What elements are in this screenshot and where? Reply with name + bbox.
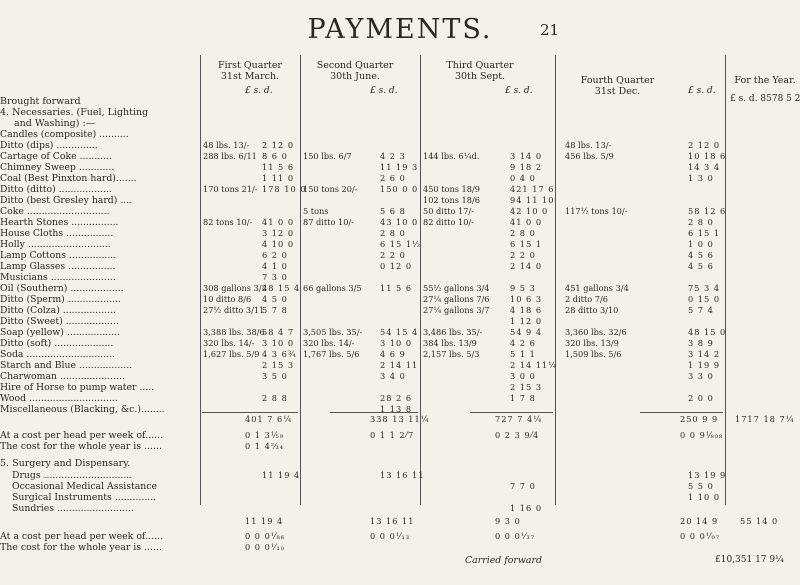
total-rule: [202, 412, 298, 413]
row-q3-amount: 1 12 0: [510, 316, 543, 326]
row-label: Musicians ......................: [0, 272, 116, 283]
row-q3-amount: 10 6 3: [510, 294, 543, 304]
row-q1-amount: 6 2 0: [262, 250, 288, 260]
surgery-row-q3: 1 16 0: [510, 503, 543, 513]
col-header-q1: [200, 60, 300, 82]
cost-per-week-q3: 0 2 3 9⁄4: [495, 430, 540, 440]
surgery-row-label: Occasional Medical Assistance: [12, 481, 157, 492]
row-q3-qty: 82 ditto 10/-: [423, 217, 474, 227]
row-label: Candles (composite) ..........: [0, 129, 129, 140]
row-label: Ditto (ditto) ..................: [0, 184, 112, 195]
row-label: Chimney Sweep ............: [0, 162, 115, 173]
surgery-row-q4: 1 10 0: [688, 492, 721, 502]
row-q2-amount: 150 0 0: [380, 184, 419, 194]
row-q1-qty: 1,627 lbs. 5/9: [203, 349, 260, 359]
row-q3-qty: 450 tons 18/9: [423, 184, 480, 194]
row-q2-qty: 150 lbs. 6/7: [303, 151, 352, 161]
row-q1-qty: 288 lbs. 6/11: [203, 151, 257, 161]
row-q3-amount: 1 7 8: [510, 393, 536, 403]
row-q1-amount: 41 0 0: [262, 217, 295, 227]
row-q1-amount: 58 4 7: [262, 327, 295, 337]
row-q1-amount: 3 12 0: [262, 228, 295, 238]
section-5-heading: 5. Surgery and Dispensary.: [0, 458, 131, 469]
total-q2: 338 13 11¼: [370, 414, 430, 424]
row-label: Hire of Horse to pump water .....: [0, 382, 155, 393]
total-rule: [640, 412, 723, 413]
row-q4-amount: 3 14 2: [688, 349, 721, 359]
row-label: Holly ............................: [0, 239, 111, 250]
row-q1-amount: 11 5 6: [262, 162, 295, 172]
page-number: 21: [540, 21, 560, 39]
row-q1-amount: 2 15 3: [262, 360, 295, 370]
column-rule: [200, 55, 201, 505]
col-header-q2-line1: Second Quarter: [316, 60, 394, 71]
cost-per-week-q4: 0 0 9⅛₀₈: [680, 430, 724, 440]
row-q1-qty: 170 tons 21/-: [203, 184, 258, 194]
total5-q4: 20 14 9: [680, 516, 719, 526]
row-q2-amount: 11 19 3: [380, 162, 419, 172]
row-q2-amount: 43 10 0: [380, 217, 419, 227]
row-q2-amount: 2 14 11: [380, 360, 419, 370]
row-q4-qty: 3,360 lbs. 32/6: [565, 327, 627, 337]
row-q3-amount: 4 2 6: [510, 338, 536, 348]
cost5-per-year-label: The cost for the whole year is ......: [0, 542, 162, 553]
row-q3-qty: 27¼ gallons 3/7: [423, 305, 490, 315]
row-q1-amount: 48 15 4: [262, 283, 301, 293]
surgery-row-q1: 11 19 4: [262, 470, 301, 480]
row-q2-amount: 54 15 4: [380, 327, 419, 337]
money-header-q4: £ s. d.: [688, 86, 716, 96]
row-label: Oil (Southern) ..................: [0, 283, 124, 294]
cost-per-year-label: The cost for the whole year is ......: [0, 441, 162, 452]
col-header-q2-line2: 30th June.: [330, 71, 380, 82]
row-q2-amount: 4 2 3: [380, 151, 406, 161]
column-rule: [725, 55, 726, 505]
surgery-row-q4: 5 5 0: [688, 481, 714, 491]
row-q4-amount: 3 3 0: [688, 371, 714, 381]
row-q4-amount: 2 8 0: [688, 217, 714, 227]
row-q2-amount: 3 4 0: [380, 371, 406, 381]
row-q1-qty: 27½ ditto 3/11: [203, 305, 265, 315]
cost5-per-year-q1: 0 0 0⅟₁₀: [245, 542, 286, 552]
row-q1-qty: 320 lbs. 14/-: [203, 338, 255, 348]
col-header-q4: [560, 75, 675, 97]
row-q3-amount: 42 10 0: [510, 206, 549, 216]
row-label: Soda ..............................: [0, 349, 116, 360]
row-label: Wood ..............................: [0, 393, 118, 404]
row-q2-amount: 6 15 1½: [380, 239, 421, 249]
col-header-q4-line1: Fourth Quarter: [580, 75, 655, 86]
cost5-per-week-q3: 0 0 0⅟₃₇: [495, 531, 536, 541]
row-q3-amount: 9 5 3: [510, 283, 536, 293]
row-q4-amount: 14 3 4: [688, 162, 721, 172]
total5-q3: 9 3 0: [495, 516, 521, 526]
total5-q2: 13 16 11: [370, 516, 415, 526]
total-q1: 401 7 6¼: [245, 414, 293, 424]
col-header-q1-line1: First Quarter: [218, 60, 282, 71]
row-q4-amount: 2 12 0: [688, 140, 721, 150]
row-q1-qty: 48 lbs. 13/-: [203, 140, 250, 150]
row-q3-amount: 2 2 0: [510, 250, 536, 260]
row-q4-amount: 48 15 0: [688, 327, 727, 337]
money-header-q1: £ s. d.: [245, 86, 273, 96]
row-q4-qty: 28 ditto 3/10: [565, 305, 619, 315]
page-title: PAYMENTS.: [307, 14, 493, 45]
row-q3-qty: 55½ gallons 3/4: [423, 283, 490, 293]
row-q4-qty: 320 lbs. 13/9: [565, 338, 619, 348]
row-label: Starch and Blue ..................: [0, 360, 133, 371]
row-q4-qty: 48 lbs. 13/-: [565, 140, 612, 150]
total-q4: 250 9 9: [680, 414, 719, 424]
row-label: Hearth Stones ................: [0, 217, 119, 228]
row-q3-qty: 384 lbs. 13/9: [423, 338, 477, 348]
row-q1-amount: 4 3 6¾: [262, 349, 297, 359]
row-q2-amount: 4 6 9: [380, 349, 406, 359]
row-q3-qty: 2,157 lbs. 5/3: [423, 349, 480, 359]
row-label: Ditto (best Gresley hard) ....: [0, 195, 133, 206]
row-q2-qty: 150 tons 20/-: [303, 184, 358, 194]
row-q3-amount: 2 14 11¼: [510, 360, 558, 370]
column-rule: [300, 55, 301, 505]
row-q1-qty: 3,388 lbs. 38/6: [203, 327, 265, 337]
brought-forward-label: Brought forward: [0, 96, 81, 107]
row-q4-amount: 5 7 4: [688, 305, 714, 315]
total5-q1: 11 19 4: [245, 516, 284, 526]
cost-per-week-q1: 0 1 3⅕₉: [245, 430, 285, 440]
column-rule: [555, 55, 556, 505]
surgery-row-label: Surgical Instruments ..............: [12, 492, 157, 503]
row-label: Coke ............................: [0, 206, 110, 217]
row-q2-qty: 87 ditto 10/-: [303, 217, 354, 227]
row-q3-amount: 9 18 2: [510, 162, 543, 172]
row-q1-amount: 5 7 8: [262, 305, 288, 315]
row-q3-amount: 5 1 1: [510, 349, 536, 359]
row-q3-amount: 3 0 0: [510, 371, 536, 381]
section-4-heading-line1: 4. Necessaries. (Fuel, Lighting: [0, 107, 149, 118]
section-4-heading-line2: and Washing) :—: [14, 118, 96, 129]
surgery-row-q4: 13 19 9: [688, 470, 727, 480]
cost-per-year-q1: 0 1 4⅔₄: [245, 441, 285, 451]
row-q1-amount: 4 5 0: [262, 294, 288, 304]
row-q3-amount: 2 14 0: [510, 261, 543, 271]
row-q3-amount: 0 4 0: [510, 173, 536, 183]
row-label: Charwoman ......................: [0, 371, 125, 382]
row-q2-qty: 66 gallons 3/5: [303, 283, 362, 293]
row-q1-amount: 8 6 0: [262, 151, 288, 161]
row-q4-amount: 1 3 0: [688, 173, 714, 183]
col-header-q3: [420, 60, 540, 82]
cost5-per-week-q2: 0 0 0⅟₁₃: [370, 531, 411, 541]
row-q3-qty: 102 tons 18/6: [423, 195, 480, 205]
total5-year: 55 14 0: [740, 516, 779, 526]
col-header-year: For the Year.: [734, 75, 796, 86]
brought-forward-year: £ s. d. 8578 5 2: [730, 94, 800, 104]
row-q2-amount: 2 2 0: [380, 250, 406, 260]
row-label: Cartage of Coke ...........: [0, 151, 113, 162]
row-q4-qty: 456 lbs. 5/9: [565, 151, 614, 161]
row-q1-qty: 82 tons 10/-: [203, 217, 253, 227]
row-q2-amount: 2 6 0: [380, 173, 406, 183]
row-q4-qty: 117½ tons 10/-: [565, 206, 628, 216]
row-q4-amount: 10 18 6: [688, 151, 727, 161]
row-q1-amount: 4 10 0: [262, 239, 295, 249]
row-q3-amount: 2 8 0: [510, 228, 536, 238]
total-rule: [470, 412, 553, 413]
cost5-per-week-label: At a cost per head per week of......: [0, 531, 163, 542]
cost5-per-week-q1: 0 0 0⅟₈₆: [245, 531, 286, 541]
row-label: Lamp Glasses ................: [0, 261, 116, 272]
row-q3-qty: 27¼ gallons 7/6: [423, 294, 490, 304]
carried-forward-year: £10,351 17 9¼: [715, 555, 784, 565]
row-q3-amount: 94 11 10: [510, 195, 555, 205]
row-label: Ditto (Sperm) ..................: [0, 294, 121, 305]
col-header-q3-line2: 30th Sept.: [454, 71, 506, 82]
surgery-row-q2: 13 16 11: [380, 470, 425, 480]
row-q1-amount: 2 8 8: [262, 393, 288, 403]
row-q4-amount: 2 0 0: [688, 393, 714, 403]
row-q3-qty: 3,486 lbs. 35/-: [423, 327, 483, 337]
row-label: Miscellaneous (Blacking, &c.)........: [0, 404, 165, 415]
row-q4-amount: 4 5 6: [688, 261, 714, 271]
cost-per-week-q2: 0 1 1 2⁄7: [370, 430, 415, 440]
row-q4-amount: 1 19 9: [688, 360, 721, 370]
row-q4-amount: 58 12 6: [688, 206, 727, 216]
row-q1-amount: 2 12 0: [262, 140, 295, 150]
row-q4-amount: 4 5 6: [688, 250, 714, 260]
row-q4-amount: 0 15 0: [688, 294, 721, 304]
total-q3: 727 7 4¼: [495, 414, 543, 424]
row-q2-amount: 5 6 8: [380, 206, 406, 216]
row-q3-amount: 3 14 0: [510, 151, 543, 161]
row-q2-amount: 28 2 6: [380, 393, 413, 403]
row-q3-amount: 41 0 0: [510, 217, 543, 227]
row-q1-amount: 3 10 0: [262, 338, 295, 348]
row-q2-qty: 320 lbs. 14/-: [303, 338, 355, 348]
row-q4-amount: 75 3 4: [688, 283, 721, 293]
row-q4-qty: 2 ditto 7/6: [565, 294, 608, 304]
row-q4-qty: 1,509 lbs. 5/6: [565, 349, 622, 359]
row-q3-qty: 50 ditto 17/-: [423, 206, 474, 216]
surgery-row-q3: 7 7 0: [510, 481, 536, 491]
row-q3-amount: 4 18 6: [510, 305, 543, 315]
row-q1-amount: 4 1 0: [262, 261, 288, 271]
row-q2-qty: 5 tons: [303, 206, 329, 216]
row-label: Soap (yellow) ..................: [0, 327, 121, 338]
cost5-per-week-q4: 0 0 0⅟₀₇: [680, 531, 721, 541]
row-label: Ditto (Colza) ..................: [0, 305, 116, 316]
row-q2-qty: 1,767 lbs. 5/6: [303, 349, 360, 359]
row-label: Ditto (soft) ....................: [0, 338, 114, 349]
cost-per-week-label: At a cost per head per week of......: [0, 430, 163, 441]
row-q1-amount: 1 11 0: [262, 173, 295, 183]
row-label: Coal (Best Pinxton hard).......: [0, 173, 137, 184]
col-header-q3-line1: Third Quarter: [446, 60, 514, 71]
row-q3-qty: 144 lbs. 6¼d.: [423, 151, 480, 161]
surgery-row-label: Drugs ..............................: [12, 470, 133, 481]
row-label: House Cloths ................: [0, 228, 114, 239]
row-q1-amount: 7 3 0: [262, 272, 288, 282]
col-header-q4-line2: 31st Dec.: [594, 86, 641, 97]
total-year: 1717 18 7¼: [735, 414, 795, 424]
col-header-q1-line2: 31st March.: [220, 71, 280, 82]
surgery-row-label: Sundries ..........................: [12, 503, 134, 514]
carried-forward-label: Carried forward: [465, 555, 542, 566]
money-header-q2: £ s. d.: [370, 86, 398, 96]
row-q3-amount: 54 9 4: [510, 327, 543, 337]
row-label: Lamp Cottons ................: [0, 250, 117, 261]
money-header-q3: £ s. d.: [505, 86, 533, 96]
row-q3-amount: 421 17 6: [510, 184, 555, 194]
row-q1-qty: 308 gallons 3/2: [203, 283, 267, 293]
row-label: Ditto (Sweet) ..................: [0, 316, 119, 327]
row-q4-amount: 1 0 0: [688, 239, 714, 249]
column-rule: [420, 55, 421, 505]
row-q1-qty: 10 ditto 8/6: [203, 294, 252, 304]
row-q2-amount: 1 13 8: [380, 404, 413, 414]
row-q4-amount: 6 15 1: [688, 228, 721, 238]
row-q3-amount: 2 15 3: [510, 382, 543, 392]
row-label: Ditto (dips) ..............: [0, 140, 98, 151]
row-q2-amount: 11 5 6: [380, 283, 413, 293]
col-header-q2: [300, 60, 410, 82]
row-q2-amount: 3 10 0: [380, 338, 413, 348]
total-rule: [330, 412, 418, 413]
row-q1-amount: 3 5 0: [262, 371, 288, 381]
row-q4-qty: 451 gallons 3/4: [565, 283, 629, 293]
row-q2-amount: 2 8 0: [380, 228, 406, 238]
row-q4-amount: 3 8 9: [688, 338, 714, 348]
row-q1-amount: 178 10 0: [262, 184, 307, 194]
row-q3-amount: 6 15 1: [510, 239, 543, 249]
row-q2-amount: 0 12 0: [380, 261, 413, 271]
row-q2-qty: 3,505 lbs. 35/-: [303, 327, 363, 337]
